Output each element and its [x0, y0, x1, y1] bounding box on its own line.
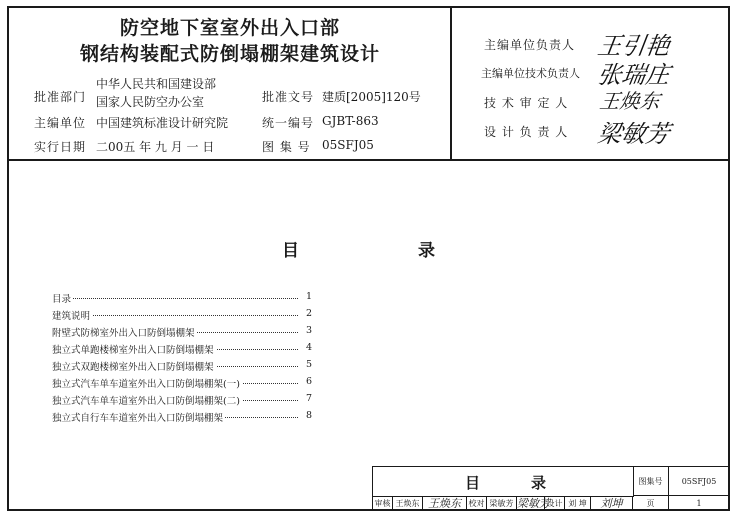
toc-row[interactable] — [52, 376, 312, 393]
header-divider — [7, 159, 730, 161]
check-signature: 梁敏芳 — [517, 497, 550, 510]
toc-page: 2 — [305, 308, 312, 319]
signature-tech-review: 王焕东 — [598, 89, 662, 113]
unified-no-value: GJBT-863 — [322, 114, 379, 128]
title-block — [372, 466, 730, 511]
impl-date-value: 二00五 年 九 月 一 日 — [96, 140, 215, 154]
toc-title: 目录 — [52, 294, 72, 305]
toc-title: 独立式自行车车道室外出入口防倒塌棚架 — [52, 413, 224, 424]
page-title-char2: 录 — [418, 241, 435, 261]
review-name: 王焕东 — [393, 496, 423, 511]
page-title-char1: 目 — [282, 241, 299, 261]
toc-title: 附壁式防梯室外出入口防倒塌棚架 — [52, 328, 195, 339]
toc-row[interactable] — [52, 291, 312, 308]
editor-unit-label: 主编单位 — [34, 116, 87, 130]
title-block-char2: 录 — [531, 474, 547, 492]
approval-dept-label: 批准部门 — [34, 90, 87, 104]
toc-row[interactable] — [52, 359, 312, 376]
toc-page: 8 — [305, 410, 312, 421]
design-signature: 刘坤 — [591, 496, 633, 511]
toc-row[interactable] — [52, 342, 312, 359]
review-label: 审核 — [373, 496, 393, 511]
toc-page: 4 — [305, 342, 312, 353]
toc-row[interactable] — [52, 308, 312, 325]
page-label: 页 — [633, 496, 669, 511]
atlas-no-label: 图 集 号 — [262, 140, 311, 154]
resp-label-design-chief: 设 计 负 责 人 — [484, 125, 569, 139]
document-title-line2: 钢结构装配式防倒塌棚架建筑设计 — [79, 43, 380, 65]
design-name: 刘 坤 — [565, 496, 591, 511]
approval-doc-label: 批准文号 — [262, 90, 315, 104]
editor-unit-value: 中国建筑标准设计研究院 — [96, 116, 229, 130]
approval-dept-value-1: 中华人民共和国建设部 — [96, 77, 217, 91]
unified-no-label: 统一编号 — [262, 116, 315, 130]
approval-dept-value-2: 国家人民防空办公室 — [96, 95, 205, 109]
signature-chief-unit: 王引艳 — [595, 32, 672, 60]
check-label: 校对 — [467, 496, 487, 511]
title-block-title — [373, 467, 634, 497]
toc-row[interactable] — [52, 393, 312, 410]
document-title-line1: 防空地下室室外出入口部 — [119, 17, 340, 39]
toc-page: 7 — [305, 393, 312, 404]
header-vertical-divider — [450, 6, 452, 161]
toc-row[interactable] — [52, 325, 312, 342]
toc-title: 独立式汽车单车道室外出入口防倒塌棚架(一) — [52, 379, 240, 390]
toc-title: 独立式单跑楼梯室外出入口防倒塌棚架 — [52, 345, 214, 356]
design-label: 设计 — [545, 496, 565, 511]
toc-page: 1 — [305, 291, 312, 302]
atlas-label: 图集号 — [633, 467, 669, 496]
signature-design-chief: 梁敏芳 — [595, 120, 672, 148]
toc-row[interactable] — [52, 410, 312, 427]
signature-tech-chief: 张瑞庄 — [595, 61, 672, 89]
atlas-no-value: 05SFJ05 — [322, 138, 374, 152]
toc-page: 3 — [305, 325, 312, 336]
toc-page: 5 — [305, 359, 312, 370]
resp-label-chief-unit: 主编单位负责人 — [484, 38, 576, 52]
check-name: 梁敏芳 — [487, 496, 517, 511]
title-block-char1: 目 — [465, 474, 481, 492]
title-block-signature-row — [373, 496, 729, 511]
approval-doc-value: 建质[2005]120号 — [322, 90, 421, 104]
table-of-contents — [52, 291, 312, 427]
toc-title: 建筑说明 — [52, 311, 91, 322]
toc-title: 独立式汽车单车道室外出入口防倒塌棚架(二) — [52, 396, 240, 407]
toc-page: 6 — [305, 376, 312, 387]
review-signature: 王焕东 — [423, 496, 467, 511]
resp-label-tech-review: 技 术 审 定 人 — [484, 96, 569, 110]
impl-date-label: 实行日期 — [34, 140, 87, 154]
toc-title: 独立式双跑楼梯室外出入口防倒塌棚架 — [52, 362, 214, 373]
resp-label-tech-chief: 主编单位技术负责人 — [481, 67, 580, 80]
page-value: 1 — [696, 499, 702, 508]
atlas-value: 05SFJ05 — [669, 467, 729, 496]
